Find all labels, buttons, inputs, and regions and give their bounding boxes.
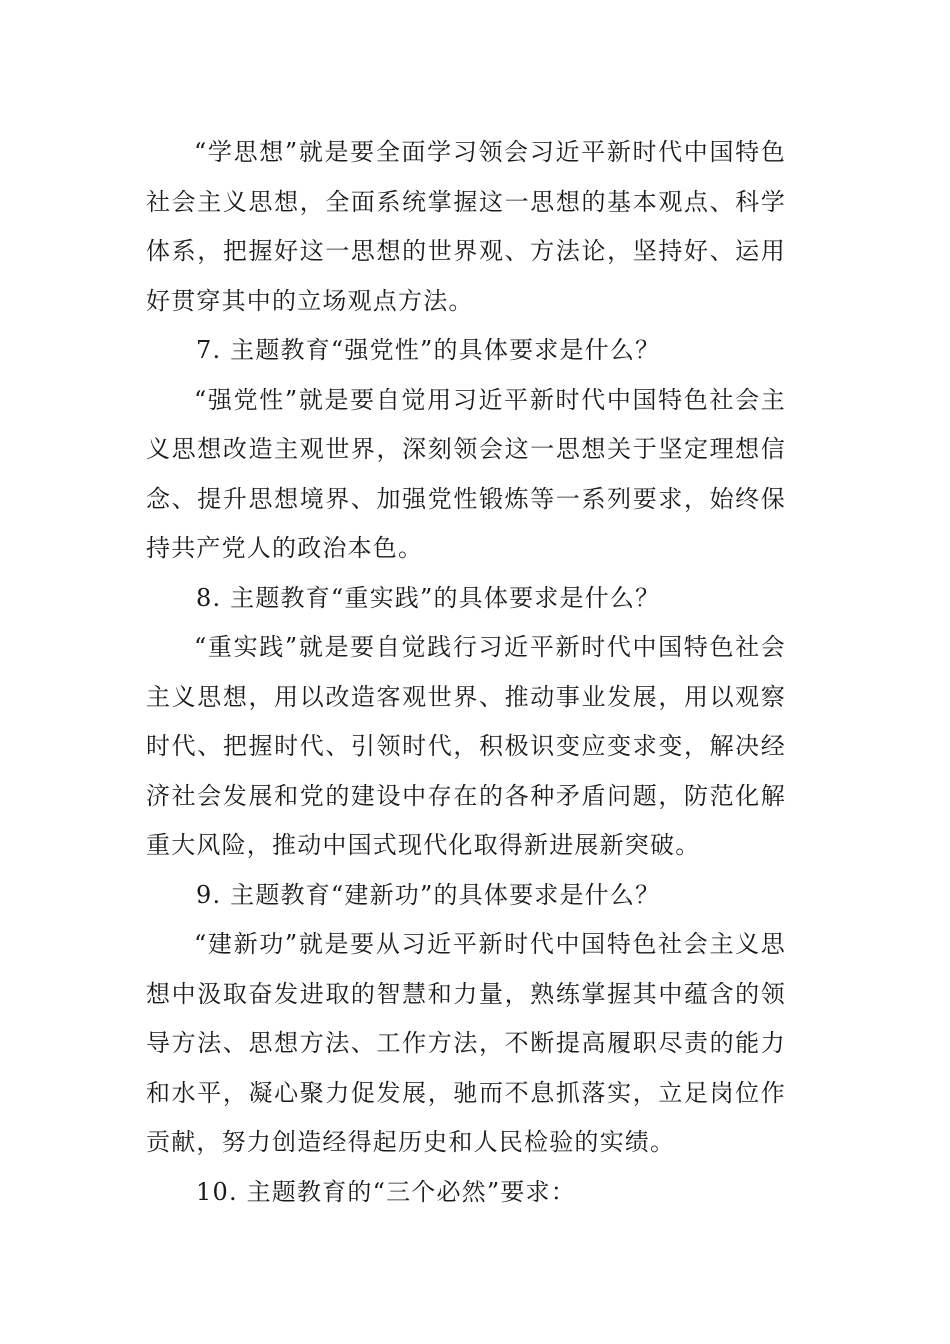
question-9-heading: 9. 主题教育“建新功”的具体要求是什么？ — [196, 880, 661, 909]
question-7-heading: 7. 主题教育“强党性”的具体要求是什么？ — [196, 336, 661, 364]
paragraph-jian-xingong: “建新功”就是要从习近平新时代中国特色社会主义思想中汲取奋发进取的智慧和力量，熟练掌握其中蕴含的领导方法、思想方法、工作方法，不断提高履职尽责的能力和水平，凝心聚力促发展，驰而不息抓落实，立足岗位作贡献，努力创造经得起历史和人民检验的实绩。 — [146, 930, 786, 1156]
question-10-heading: 10. 主题教育的“三个必然”要求： — [196, 1177, 576, 1206]
question-8-heading: 8. 主题教育“重实践”的具体要求是什么？ — [196, 583, 661, 612]
paragraph-zhong-shijian: “重实践”就是要自觉践行习近平新时代中国特色社会主义思想，用以改造客观世界、推动事业发展，用以观察时代、把握时代、引领时代，积极识变应变求变，解决经济社会发展和党的建设中存在的各种矛盾问题，防范化解重大风险，推动中国式现代化取得新进展新突破。 — [146, 633, 786, 859]
paragraph-xue-sixiang: “学思想”就是要全面学习领会习近平新时代中国特色社会主义思想，全面系统掌握这一思想的基本观点、科学体系，把握好这一思想的世界观、方法论，坚持好、运用好贯穿其中的立场观点方法。 — [146, 138, 786, 315]
paragraph-qiang-dangxing: “强党性”就是要自觉用习近平新时代中国特色社会主义思想改造主观世界，深刻领会这一思想关于坚定理想信念、提升思想境界、加强党性锻炼等一系列要求，始终保持共产党人的政治本色。 — [146, 385, 786, 562]
document-body — [146, 128, 786, 1217]
